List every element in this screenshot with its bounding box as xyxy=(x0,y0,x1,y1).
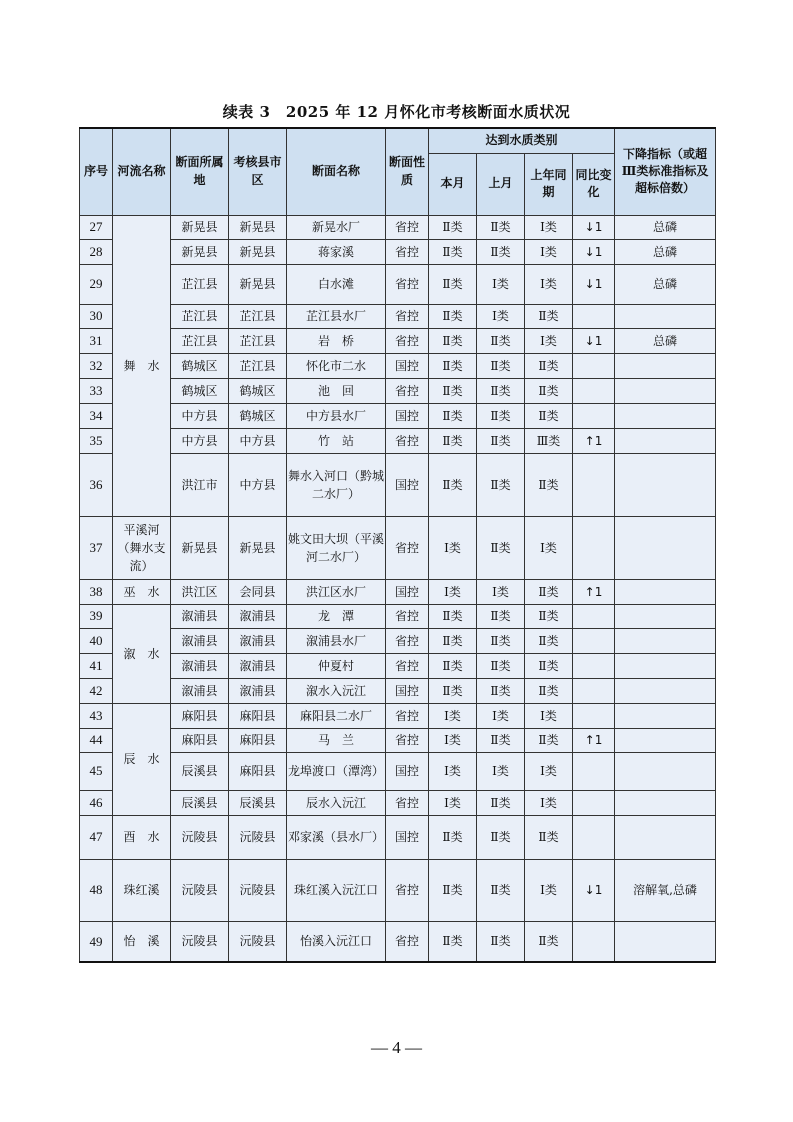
seq-cell: 31 xyxy=(80,328,113,353)
last-month-cell: Ⅱ类 xyxy=(477,815,525,859)
section-name-cell: 舞水入河口（黔城二水厂） xyxy=(287,453,386,516)
section-name-cell: 白水滩 xyxy=(287,264,386,304)
last-month-cell: Ⅰ类 xyxy=(477,264,525,304)
section-name-cell: 洪江区水厂 xyxy=(287,579,386,604)
section-nature-cell: 国控 xyxy=(386,579,429,604)
indicator-cell xyxy=(615,728,716,752)
section-nature-cell: 省控 xyxy=(386,653,429,678)
change-cell: ↓1 xyxy=(573,215,615,239)
indicator-cell xyxy=(615,403,716,428)
river-name-cell: 珠红溪 xyxy=(113,859,171,921)
this-month-cell: Ⅱ类 xyxy=(429,353,477,378)
county-cell: 新晃县 xyxy=(229,215,287,239)
last-month-cell: Ⅱ类 xyxy=(477,678,525,703)
seq-cell: 48 xyxy=(80,859,113,921)
section-nature-cell: 省控 xyxy=(386,428,429,453)
this-month-cell: Ⅱ类 xyxy=(429,815,477,859)
table-row xyxy=(80,516,716,579)
table-row xyxy=(80,728,716,752)
seq-cell: 42 xyxy=(80,678,113,703)
this-month-cell: Ⅱ类 xyxy=(429,859,477,921)
last-year-cell: Ⅱ类 xyxy=(525,579,573,604)
header-indicator: 下降指标（或超Ⅲ类标准指标及超标倍数） xyxy=(615,128,716,215)
section-name-cell: 姚文田大坝（平溪河二水厂） xyxy=(287,516,386,579)
river-name-cell: 酉 水 xyxy=(113,815,171,859)
seq-cell: 34 xyxy=(80,403,113,428)
change-cell xyxy=(573,815,615,859)
this-month-cell: Ⅱ类 xyxy=(429,428,477,453)
seq-cell: 40 xyxy=(80,628,113,653)
change-cell: ↓1 xyxy=(573,859,615,921)
last-year-cell: Ⅱ类 xyxy=(525,403,573,428)
county-cell: 新晃县 xyxy=(229,239,287,264)
this-month-cell: Ⅱ类 xyxy=(429,921,477,962)
county-cell: 沅陵县 xyxy=(229,921,287,962)
seq-cell: 29 xyxy=(80,264,113,304)
this-month-cell: Ⅰ类 xyxy=(429,516,477,579)
seq-cell: 36 xyxy=(80,453,113,516)
county-cell: 芷江县 xyxy=(229,328,287,353)
last-month-cell: Ⅱ类 xyxy=(477,516,525,579)
location-cell: 溆浦县 xyxy=(171,604,229,628)
seq-cell: 37 xyxy=(80,516,113,579)
table-row xyxy=(80,604,716,628)
county-cell: 新晃县 xyxy=(229,264,287,304)
section-name-cell: 新晃水厂 xyxy=(287,215,386,239)
last-year-cell: Ⅰ类 xyxy=(525,328,573,353)
last-month-cell: Ⅱ类 xyxy=(477,403,525,428)
header-nature: 断面性质 xyxy=(386,128,429,215)
last-month-cell: Ⅱ类 xyxy=(477,378,525,403)
indicator-cell xyxy=(615,790,716,815)
seq-cell: 46 xyxy=(80,790,113,815)
last-year-cell: Ⅲ类 xyxy=(525,428,573,453)
indicator-cell xyxy=(615,752,716,790)
this-month-cell: Ⅱ类 xyxy=(429,264,477,304)
last-month-cell: Ⅱ类 xyxy=(477,628,525,653)
location-cell: 新晃县 xyxy=(171,516,229,579)
indicator-cell xyxy=(615,378,716,403)
seq-cell: 32 xyxy=(80,353,113,378)
location-cell: 新晃县 xyxy=(171,215,229,239)
section-name-cell: 岩 桥 xyxy=(287,328,386,353)
county-cell: 会同县 xyxy=(229,579,287,604)
change-cell xyxy=(573,516,615,579)
location-cell: 沅陵县 xyxy=(171,921,229,962)
last-month-cell: Ⅰ类 xyxy=(477,703,525,728)
section-nature-cell: 国控 xyxy=(386,678,429,703)
last-month-cell: Ⅱ类 xyxy=(477,604,525,628)
table-row xyxy=(80,921,716,962)
section-name-cell: 怀化市二水 xyxy=(287,353,386,378)
last-month-cell: Ⅱ类 xyxy=(477,328,525,353)
table-row xyxy=(80,815,716,859)
table-row xyxy=(80,703,716,728)
this-month-cell: Ⅱ类 xyxy=(429,304,477,328)
section-nature-cell: 省控 xyxy=(386,215,429,239)
location-cell: 沅陵县 xyxy=(171,815,229,859)
this-month-cell: Ⅱ类 xyxy=(429,628,477,653)
section-nature-cell: 省控 xyxy=(386,728,429,752)
table-row xyxy=(80,403,716,428)
table-row xyxy=(80,353,716,378)
header-county: 考核县市区 xyxy=(229,128,287,215)
seq-cell: 47 xyxy=(80,815,113,859)
seq-cell: 28 xyxy=(80,239,113,264)
county-cell: 中方县 xyxy=(229,453,287,516)
location-cell: 中方县 xyxy=(171,428,229,453)
section-name-cell: 龙埠渡口（潭湾） xyxy=(287,752,386,790)
section-name-cell: 芷江县水厂 xyxy=(287,304,386,328)
seq-cell: 27 xyxy=(80,215,113,239)
last-year-cell: Ⅱ类 xyxy=(525,921,573,962)
last-month-cell: Ⅱ类 xyxy=(477,790,525,815)
location-cell: 中方县 xyxy=(171,403,229,428)
section-name-cell: 蒋家溪 xyxy=(287,239,386,264)
county-cell: 麻阳县 xyxy=(229,752,287,790)
last-year-cell: Ⅰ类 xyxy=(525,752,573,790)
section-name-cell: 溆水入沅江 xyxy=(287,678,386,703)
table-row xyxy=(80,453,716,516)
table-body xyxy=(80,215,716,962)
last-month-cell: Ⅰ类 xyxy=(477,304,525,328)
county-cell: 溆浦县 xyxy=(229,628,287,653)
table-row xyxy=(80,678,716,703)
change-cell: ↑1 xyxy=(573,428,615,453)
indicator-cell xyxy=(615,516,716,579)
county-cell: 新晃县 xyxy=(229,516,287,579)
seq-cell: 33 xyxy=(80,378,113,403)
change-cell xyxy=(573,628,615,653)
change-cell xyxy=(573,678,615,703)
indicator-cell: 总磷 xyxy=(615,239,716,264)
indicator-cell xyxy=(615,604,716,628)
change-cell: ↑1 xyxy=(573,579,615,604)
seq-cell: 43 xyxy=(80,703,113,728)
county-cell: 芷江县 xyxy=(229,304,287,328)
change-cell: ↓1 xyxy=(573,239,615,264)
last-year-cell: Ⅰ类 xyxy=(525,790,573,815)
indicator-cell xyxy=(615,304,716,328)
indicator-cell xyxy=(615,815,716,859)
indicator-cell: 溶解氧,总磷 xyxy=(615,859,716,921)
county-cell: 芷江县 xyxy=(229,353,287,378)
location-cell: 麻阳县 xyxy=(171,728,229,752)
location-cell: 鹤城区 xyxy=(171,353,229,378)
river-name-cell: 巫 水 xyxy=(113,579,171,604)
last-month-cell: Ⅰ类 xyxy=(477,579,525,604)
seq-cell: 39 xyxy=(80,604,113,628)
table-row xyxy=(80,328,716,353)
this-month-cell: Ⅰ类 xyxy=(429,752,477,790)
section-name-cell: 珠红溪入沅江口 xyxy=(287,859,386,921)
section-nature-cell: 省控 xyxy=(386,859,429,921)
last-month-cell: Ⅰ类 xyxy=(477,752,525,790)
table-row xyxy=(80,264,716,304)
section-name-cell: 竹 站 xyxy=(287,428,386,453)
river-name-cell: 怡 溪 xyxy=(113,921,171,962)
last-year-cell: Ⅰ类 xyxy=(525,516,573,579)
last-year-cell: Ⅱ类 xyxy=(525,304,573,328)
last-month-cell: Ⅱ类 xyxy=(477,921,525,962)
river-name-cell: 辰 水 xyxy=(113,703,171,815)
table-row xyxy=(80,215,716,239)
section-nature-cell: 国控 xyxy=(386,453,429,516)
last-year-cell: Ⅰ类 xyxy=(525,703,573,728)
location-cell: 沅陵县 xyxy=(171,859,229,921)
table-row xyxy=(80,239,716,264)
this-month-cell: Ⅱ类 xyxy=(429,328,477,353)
section-nature-cell: 省控 xyxy=(386,378,429,403)
indicator-cell xyxy=(615,628,716,653)
indicator-cell xyxy=(615,579,716,604)
section-name-cell: 溆浦县水厂 xyxy=(287,628,386,653)
change-cell xyxy=(573,453,615,516)
section-nature-cell: 省控 xyxy=(386,328,429,353)
change-cell xyxy=(573,604,615,628)
section-name-cell: 仲夏村 xyxy=(287,653,386,678)
section-nature-cell: 国控 xyxy=(386,815,429,859)
location-cell: 洪江市 xyxy=(171,453,229,516)
location-cell: 溆浦县 xyxy=(171,678,229,703)
last-year-cell: Ⅱ类 xyxy=(525,653,573,678)
change-cell xyxy=(573,790,615,815)
section-nature-cell: 国控 xyxy=(386,353,429,378)
location-cell: 新晃县 xyxy=(171,239,229,264)
change-cell xyxy=(573,703,615,728)
county-cell: 麻阳县 xyxy=(229,728,287,752)
this-month-cell: Ⅱ类 xyxy=(429,678,477,703)
last-year-cell: Ⅱ类 xyxy=(525,604,573,628)
last-year-cell: Ⅰ类 xyxy=(525,239,573,264)
change-cell xyxy=(573,378,615,403)
change-cell xyxy=(573,304,615,328)
table-title: 续表 3 2025 年 12 月怀化市考核断面水质状况 xyxy=(222,103,571,121)
county-cell: 中方县 xyxy=(229,428,287,453)
change-cell: ↓1 xyxy=(573,264,615,304)
section-nature-cell: 省控 xyxy=(386,628,429,653)
county-cell: 沅陵县 xyxy=(229,859,287,921)
change-cell xyxy=(573,353,615,378)
indicator-cell: 总磷 xyxy=(615,215,716,239)
header-section: 断面名称 xyxy=(287,128,386,215)
section-name-cell: 马 兰 xyxy=(287,728,386,752)
location-cell: 芷江县 xyxy=(171,304,229,328)
indicator-cell: 总磷 xyxy=(615,328,716,353)
seq-cell: 44 xyxy=(80,728,113,752)
change-cell: ↑1 xyxy=(573,728,615,752)
seq-cell: 35 xyxy=(80,428,113,453)
last-month-cell: Ⅱ类 xyxy=(477,428,525,453)
last-year-cell: Ⅱ类 xyxy=(525,453,573,516)
county-cell: 沅陵县 xyxy=(229,815,287,859)
last-year-cell: Ⅱ类 xyxy=(525,378,573,403)
location-cell: 辰溪县 xyxy=(171,752,229,790)
location-cell: 鹤城区 xyxy=(171,378,229,403)
this-month-cell: Ⅰ类 xyxy=(429,579,477,604)
this-month-cell: Ⅱ类 xyxy=(429,215,477,239)
county-cell: 鹤城区 xyxy=(229,378,287,403)
table-row xyxy=(80,859,716,921)
location-cell: 溆浦县 xyxy=(171,653,229,678)
last-year-cell: Ⅰ类 xyxy=(525,859,573,921)
location-cell: 芷江县 xyxy=(171,328,229,353)
county-cell: 溆浦县 xyxy=(229,653,287,678)
section-nature-cell: 省控 xyxy=(386,516,429,579)
seq-cell: 38 xyxy=(80,579,113,604)
location-cell: 芷江县 xyxy=(171,264,229,304)
table-row xyxy=(80,378,716,403)
river-name-cell: 平溪河（舞水支流） xyxy=(113,516,171,579)
table-row xyxy=(80,428,716,453)
last-year-cell: Ⅰ类 xyxy=(525,264,573,304)
header-river: 河流名称 xyxy=(113,128,171,215)
this-month-cell: Ⅰ类 xyxy=(429,790,477,815)
change-cell xyxy=(573,921,615,962)
county-cell: 辰溪县 xyxy=(229,790,287,815)
header-last-year: 上年同期 xyxy=(525,153,573,215)
indicator-cell xyxy=(615,921,716,962)
section-name-cell: 辰水入沅江 xyxy=(287,790,386,815)
this-month-cell: Ⅰ类 xyxy=(429,703,477,728)
seq-cell: 45 xyxy=(80,752,113,790)
last-month-cell: Ⅱ类 xyxy=(477,653,525,678)
last-month-cell: Ⅱ类 xyxy=(477,859,525,921)
change-cell xyxy=(573,752,615,790)
section-nature-cell: 国控 xyxy=(386,403,429,428)
table-row xyxy=(80,304,716,328)
water-quality-table xyxy=(79,127,716,963)
section-nature-cell: 省控 xyxy=(386,304,429,328)
indicator-cell xyxy=(615,703,716,728)
table-row xyxy=(80,628,716,653)
last-year-cell: Ⅰ类 xyxy=(525,215,573,239)
this-month-cell: Ⅱ类 xyxy=(429,453,477,516)
indicator-cell xyxy=(615,653,716,678)
last-year-cell: Ⅱ类 xyxy=(525,353,573,378)
county-cell: 鹤城区 xyxy=(229,403,287,428)
table-row xyxy=(80,752,716,790)
seq-cell: 41 xyxy=(80,653,113,678)
indicator-cell xyxy=(615,678,716,703)
header-seq: 序号 xyxy=(80,128,113,215)
seq-cell: 49 xyxy=(80,921,113,962)
last-month-cell: Ⅱ类 xyxy=(477,239,525,264)
table-row xyxy=(80,579,716,604)
last-month-cell: Ⅱ类 xyxy=(477,453,525,516)
change-cell xyxy=(573,653,615,678)
last-month-cell: Ⅱ类 xyxy=(477,728,525,752)
table-row xyxy=(80,653,716,678)
section-nature-cell: 省控 xyxy=(386,921,429,962)
last-month-cell: Ⅱ类 xyxy=(477,353,525,378)
last-year-cell: Ⅱ类 xyxy=(525,728,573,752)
section-name-cell: 邓家溪（县水厂） xyxy=(287,815,386,859)
change-cell: ↓1 xyxy=(573,328,615,353)
table-row xyxy=(80,790,716,815)
this-month-cell: Ⅱ类 xyxy=(429,239,477,264)
this-month-cell: Ⅱ类 xyxy=(429,378,477,403)
section-nature-cell: 省控 xyxy=(386,790,429,815)
last-year-cell: Ⅱ类 xyxy=(525,678,573,703)
location-cell: 辰溪县 xyxy=(171,790,229,815)
header-this-month: 本月 xyxy=(429,153,477,215)
location-cell: 洪江区 xyxy=(171,579,229,604)
section-name-cell: 怡溪入沅江口 xyxy=(287,921,386,962)
last-month-cell: Ⅱ类 xyxy=(477,215,525,239)
location-cell: 溆浦县 xyxy=(171,628,229,653)
this-month-cell: Ⅰ类 xyxy=(429,728,477,752)
this-month-cell: Ⅱ类 xyxy=(429,403,477,428)
header-location: 断面所属地 xyxy=(171,128,229,215)
change-cell xyxy=(573,403,615,428)
header-quality-group: 达到水质类别 xyxy=(429,128,615,153)
river-name-cell: 舞 水 xyxy=(113,215,171,516)
section-nature-cell: 省控 xyxy=(386,264,429,304)
page-number: — 4 — xyxy=(371,1038,422,1057)
seq-cell: 30 xyxy=(80,304,113,328)
section-name-cell: 池 回 xyxy=(287,378,386,403)
section-nature-cell: 国控 xyxy=(386,752,429,790)
last-year-cell: Ⅱ类 xyxy=(525,815,573,859)
indicator-cell xyxy=(615,353,716,378)
location-cell: 麻阳县 xyxy=(171,703,229,728)
section-name-cell: 麻阳县二水厂 xyxy=(287,703,386,728)
section-name-cell: 中方县水厂 xyxy=(287,403,386,428)
county-cell: 溆浦县 xyxy=(229,678,287,703)
section-name-cell: 龙 潭 xyxy=(287,604,386,628)
county-cell: 溆浦县 xyxy=(229,604,287,628)
section-nature-cell: 省控 xyxy=(386,239,429,264)
table-header xyxy=(80,128,716,215)
header-last-month: 上月 xyxy=(477,153,525,215)
section-nature-cell: 省控 xyxy=(386,604,429,628)
indicator-cell xyxy=(615,428,716,453)
indicator-cell: 总磷 xyxy=(615,264,716,304)
river-name-cell: 溆 水 xyxy=(113,604,171,703)
county-cell: 麻阳县 xyxy=(229,703,287,728)
header-change: 同比变化 xyxy=(573,153,615,215)
indicator-cell xyxy=(615,453,716,516)
last-year-cell: Ⅱ类 xyxy=(525,628,573,653)
section-nature-cell: 省控 xyxy=(386,703,429,728)
this-month-cell: Ⅱ类 xyxy=(429,653,477,678)
this-month-cell: Ⅱ类 xyxy=(429,604,477,628)
